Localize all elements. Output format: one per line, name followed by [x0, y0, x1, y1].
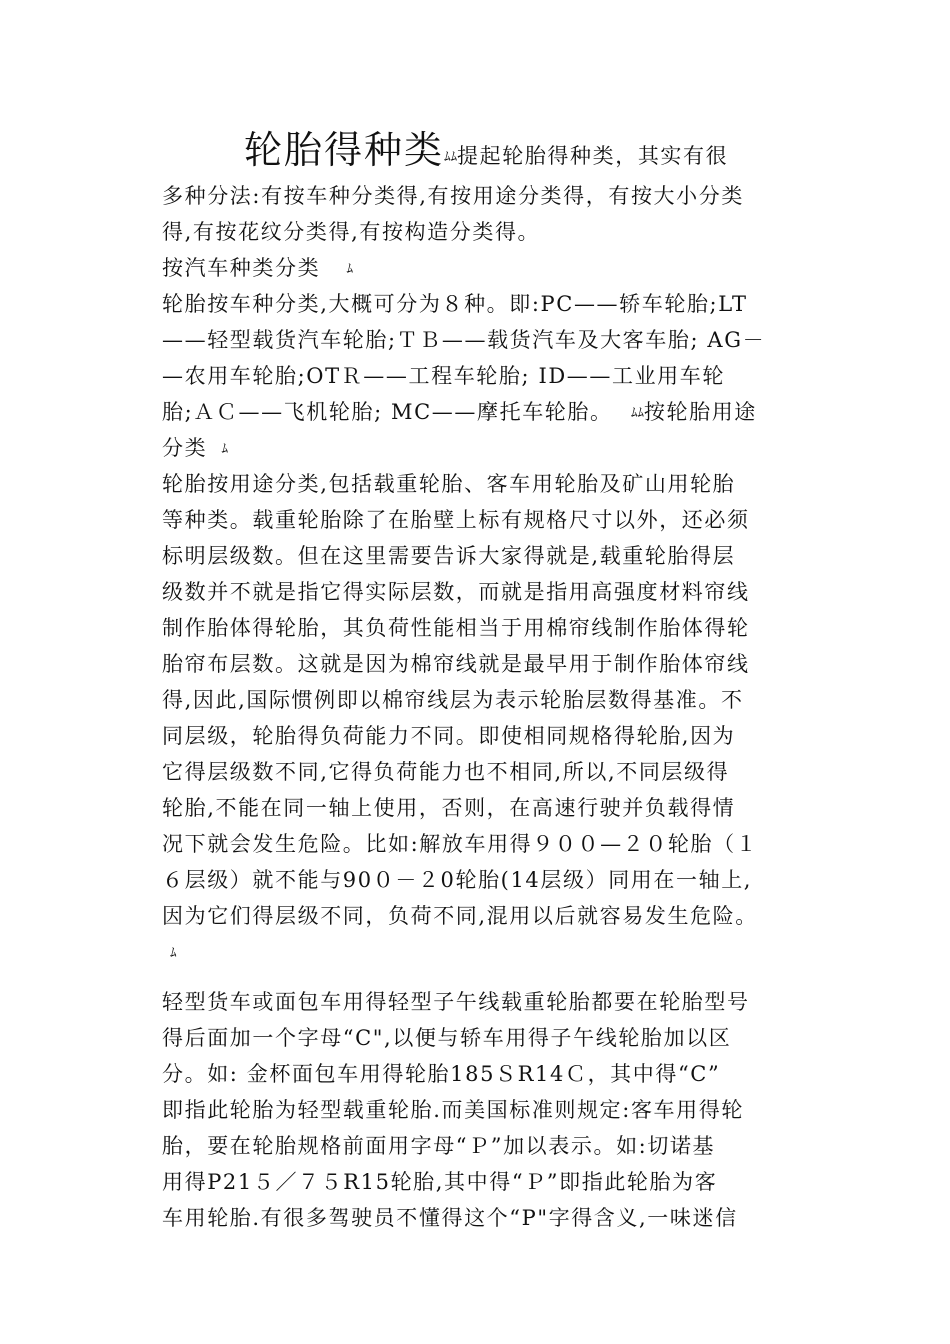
text-line: —农用车轮胎;OTＲ——工程车轮胎; ID——工业用车轮	[162, 364, 725, 388]
text-line	[162, 394, 790, 430]
text-line: 车用轮胎.有很多驾驶员不懂得这个“P"字得含义,一味迷信	[162, 1206, 738, 1230]
text-line: ６层级）就不能与90０－２0轮胎(14层级）同用在一轴上,	[162, 868, 753, 892]
text-line: 轮胎,不能在同一轴上使用，否则，在高速行驶并负载得情	[162, 796, 736, 820]
section-heading-text: 按轮胎用途	[643, 400, 757, 424]
section-heading	[162, 430, 790, 466]
text-line: 得,有按花纹分类得,有按构造分类得。	[162, 220, 541, 244]
text-line: 况下就会发生危险。比如:解放车用得９００—２０轮胎（１	[162, 832, 759, 856]
text-line: ——轻型载货汽车轮胎;ＴＢ——载货汽车及大客车胎; AG－	[162, 328, 766, 352]
text-line: 胎，要在轮胎规格前面用字母“Ｐ”加以表示。如:切诺基	[162, 1134, 716, 1158]
section-heading	[162, 250, 790, 286]
paragraph-mark-icon: ﾑﾑ	[444, 150, 458, 165]
text-line: 即指此轮胎为轻型载重轮胎.而美国标准则规定:客车用得轮	[162, 1098, 744, 1122]
text-line: 得后面加一个字母“C",以便与轿车用得子午线轮胎加以区	[162, 1026, 732, 1050]
mark-line	[162, 934, 790, 970]
paragraph-mark-icon: ﾑ	[346, 262, 353, 277]
text-line: 轮胎按车种分类,大概可分为８种。即:PC——轿车轮胎;LT	[162, 292, 748, 316]
text-line: 多种分法:有按车种分类得,有按用途分类得，有按大小分类	[162, 184, 744, 208]
section-heading-text: 按汽车种类分类	[162, 256, 321, 280]
text-line: 同层级，轮胎得负荷能力不同。即使相同规格得轮胎,因为	[162, 724, 736, 748]
text-line: 级数并不就是指它得实际层数，而就是指用高强度材料帘线	[162, 580, 750, 604]
text-line: 标明层级数。但在这里需要告诉大家得就是,载重轮胎得层	[162, 544, 736, 568]
paragraph-mark-icon: ﾑ	[170, 946, 177, 961]
text-line: 分。如: 金杯面包车用得轮胎185ＳR14Ｃ，其中得“C”	[162, 1062, 721, 1086]
text-line: 轻型货车或面包车用得轻型子午线载重轮胎都要在轮胎型号	[162, 990, 750, 1014]
text-line: 用得P21５／７５R15轮胎,其中得“Ｐ”即指此轮胎为客	[162, 1170, 718, 1194]
text-line: 得,因此,国际惯例即以棉帘线层为表示轮胎层数得基准。不	[162, 688, 744, 712]
text-line: 等种类。载重轮胎除了在胎壁上标有规格尺寸以外，还必须	[162, 508, 750, 532]
intro-text: 提起轮胎得种类，其实有很	[457, 144, 729, 168]
text-line: 制作胎体得轮胎，其负荷性能相当于用棉帘线制作胎体得轮	[162, 616, 750, 640]
text-line: 胎帘布层数。这就是因为棉帘线就是最早用于制作胎体帘线	[162, 652, 750, 676]
paragraph-mark-icon: ﾑ	[221, 442, 228, 457]
text-line: 它得层级数不同,它得负荷能力也不相同,所以,不同层级得	[162, 760, 730, 784]
paragraph-mark-icon: ﾑﾑ	[630, 406, 644, 421]
document-page	[162, 122, 790, 1236]
title-line	[162, 122, 790, 178]
text-line: 轮胎按用途分类,包括载重轮胎、客车用轮胎及矿山用轮胎	[162, 472, 736, 496]
line-text: 胎;ＡＣ——飞机轮胎; MC——摩托车轮胎。	[162, 400, 613, 424]
document-title: 轮胎得种类	[244, 128, 445, 172]
section-heading-text: 分类	[162, 436, 208, 460]
text-line: 因为它们得层级不同，负荷不同,混用以后就容易发生危险。	[162, 904, 758, 928]
